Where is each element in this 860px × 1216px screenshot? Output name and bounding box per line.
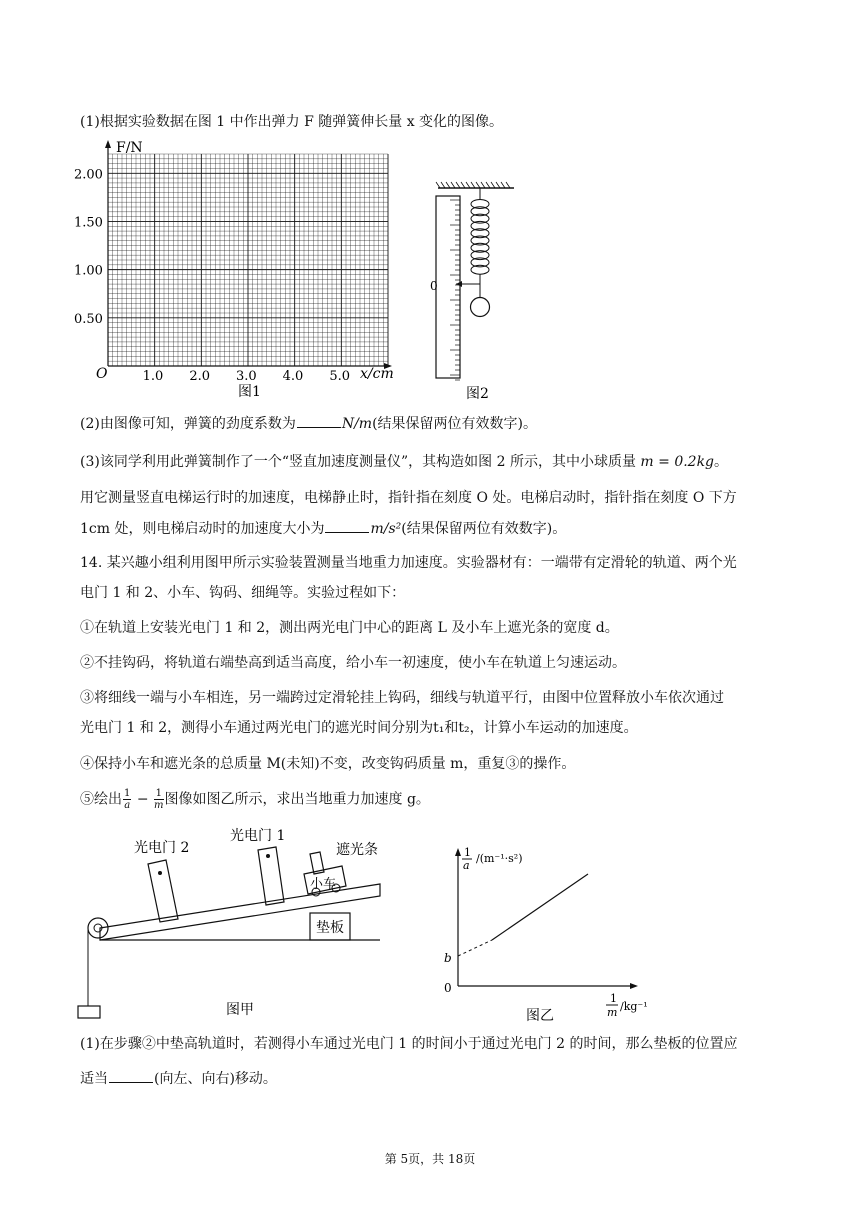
answer-blank-a[interactable]	[325, 518, 369, 533]
x-tick-label: 5.0	[329, 369, 351, 384]
q13-part1: (1)根据实验数据在图 1 中作出弹力 F 随弹簧伸长量 x 变化的图像。	[80, 114, 504, 130]
y-axis-unit: /(m⁻¹·s²)	[476, 852, 523, 865]
y-frac-num: 1	[464, 846, 471, 859]
gate-2-label: 光电门 2	[134, 840, 190, 856]
photogate-2	[148, 860, 178, 922]
y-tick-label: 1.50	[74, 215, 103, 231]
q13-part3-line3: 1cm 处，则电梯启动时的加速度大小为 m/s²(结果保留两位有效数字)。	[80, 518, 566, 539]
figure-2-spring-device	[430, 180, 520, 400]
extrapolated-segment	[458, 940, 492, 956]
q14-intro-line2: 电门 1 和 2、小车、钩码、细绳等。实验过程如下：	[80, 585, 406, 601]
figure-a-track-apparatus	[70, 820, 400, 1025]
strip-label: 遮光条	[336, 842, 378, 858]
origin-label: O	[96, 366, 108, 382]
q14-step4: ④保持小车和遮光条的总质量 M(未知)不变，改变钩码质量 m，重复③的操作。	[80, 756, 576, 772]
q13-part3-line2: 用它测量竖直电梯运行时的加速度，电梯静止时，指针指在刻度 O 处。电梯启动时，指针指在刻度 O 下方	[80, 490, 737, 506]
x-axis-label: x/cm	[360, 366, 394, 382]
q14-step5: ⑤绘出 $\frac{1}{a}$ − $\frac{1}{m}$ 图像如图乙所示，求出当地重力加速度 g。	[80, 788, 430, 811]
x-frac-den: m	[607, 1006, 618, 1019]
figure-2-caption: 图2	[466, 386, 489, 400]
q14-step3-line1: ③将细线一端与小车相连，另一端跨过定滑轮挂上钩码，细线与轨道平行，由图中位置释放小车依次通过	[80, 690, 724, 706]
gate-1-label: 光电门 1	[230, 828, 286, 844]
answer-blank-direction[interactable]	[109, 1068, 153, 1083]
y-axis-label: F/N	[116, 140, 143, 156]
y-tick-label: 1.00	[74, 263, 103, 279]
q14-step3-line2: 光电门 1 和 2，测得小车通过两光电门的遮光时间分别为t₁和t₂，计算小车运动的加速度。	[80, 720, 638, 736]
q14-step1: ①在轨道上安装光电门 1 和 2，测出两光电门中心的距离 L 及小车上遮光条的宽度 d。	[80, 620, 619, 636]
page-footer: 第 5页，共 18页	[384, 1152, 476, 1166]
y-tick-label: 0.50	[74, 311, 103, 327]
x-tick-label: 4.0	[282, 369, 304, 384]
intercept-label: b	[444, 951, 452, 965]
figure-1-caption: 图1	[238, 384, 261, 398]
q14-sub1-line1: (1)在步骤②中垫高轨道时，若测得小车通过光电门 1 的时间小于通过光电门 2 的时间，那么垫板的位置应	[80, 1036, 738, 1052]
x-tick-label: 3.0	[236, 369, 257, 384]
x-frac-num: 1	[610, 992, 617, 1005]
x-tick-label: 1.0	[142, 369, 164, 384]
fraction-1-over-m: $\frac{1}{m}$	[154, 788, 164, 811]
y-frac-den: a	[463, 859, 470, 872]
q13-part2: (2)由图像可知，弹簧的劲度系数为 N/m(结果保留两位有效数字)。	[80, 413, 537, 434]
figure-1-grid-chart	[70, 138, 410, 398]
zero-mark-label: 0	[430, 279, 438, 293]
cart-label: 小车	[310, 877, 337, 892]
x-tick-label: 2.0	[189, 369, 211, 384]
figure-b-graph	[430, 838, 670, 1028]
q14-step2: ②不挂钩码，将轨道右端垫高到适当高度，给小车一初速度，使小车在轨道上匀速运动。	[80, 655, 626, 671]
origin-label: 0	[444, 981, 452, 995]
q14-sub1-line2: 适当 (向左、向右)移动。	[80, 1068, 277, 1089]
x-axis-unit: /kg⁻¹	[620, 1000, 648, 1013]
q13-part3-line1: (3)该同学利用此弹簧制作了一个“竖直加速度测量仪”，其构造如图 2 所示，其中小球质量 m = 0.2kg。	[80, 454, 729, 470]
pad-label: 垫板	[316, 920, 344, 936]
photogate-1	[258, 847, 284, 905]
hook-weight	[78, 1006, 100, 1018]
spring	[471, 200, 489, 275]
q14-intro-line1: 14. 某兴趣小组利用图甲所示实验装置测量当地重力加速度。实验器材有：一端带有定滑轮的轨道、两个光	[80, 555, 737, 571]
figure-a-caption: 图甲	[226, 1002, 254, 1018]
grid	[108, 154, 388, 366]
answer-blank-k[interactable]	[297, 413, 341, 428]
ball	[471, 298, 490, 317]
fraction-1-over-a: $\frac{1}{a}$	[124, 788, 131, 811]
pulley	[88, 918, 108, 938]
figure-b-caption: 图乙	[526, 1008, 554, 1024]
y-tick-label: 2.00	[74, 167, 103, 183]
data-line	[492, 874, 588, 940]
